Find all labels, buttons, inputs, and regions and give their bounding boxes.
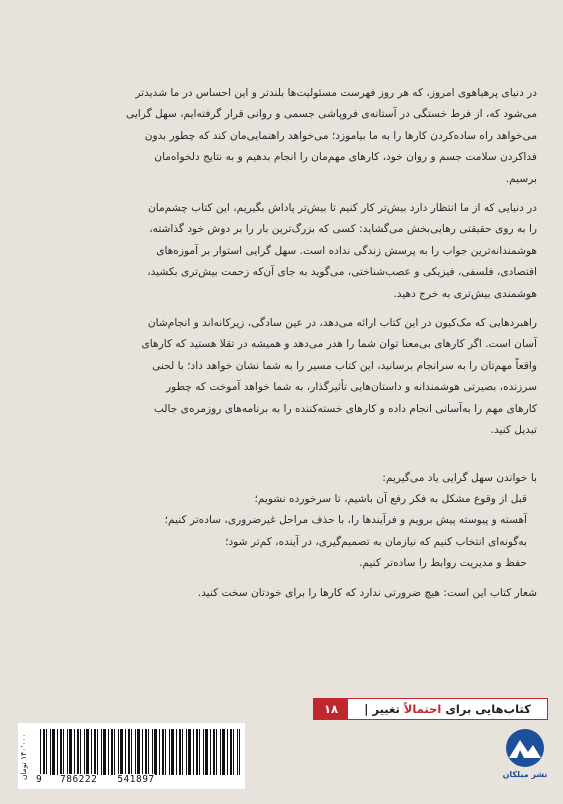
text-line: راهبردهایی که مک‌کیون در این کتاب ارائه می‌دهد، در عین سادگی، زیرکانه‌اند و انجام‌شان bbox=[147, 317, 537, 330]
series-prefix: کتاب‌هایی برای bbox=[445, 702, 531, 716]
publisher-name: نشر میلکان bbox=[502, 770, 548, 779]
mountains-icon bbox=[503, 728, 547, 768]
text-line: فداکردن سلامت جسم و روان خود، کارهای مهم‌مان را انجام بدهیم و به نتایج دلخواه‌مان bbox=[154, 151, 537, 164]
isbn-digits bbox=[36, 774, 242, 785]
text-line: سرزنده، بصیرتی هوشمندانه و داستان‌هایی تأثیرگذار، به شما خواهد آموخت که چطور bbox=[166, 381, 537, 394]
publisher-logo bbox=[500, 728, 550, 786]
text-line: اقتصادی، فلسفی، فیزیکی و عصب‌شناختی، می‌گوید به جای آن‌که زحمت بیش‌تری بکشید، bbox=[147, 266, 537, 279]
text-line: را به روی حقیقتی رهایی‌بخش می‌گشاید: کسی که بزرگ‌ترین بار را بر دوش خود گذاشته، bbox=[149, 223, 537, 236]
isbn-group-2: 541897 bbox=[117, 774, 155, 785]
list-item: به‌گونه‌ای انتخاب کنیم که نیازمان به تصمیم‌گیری، در آینده، کم‌تر شود؛ bbox=[225, 535, 527, 548]
barcode-bars bbox=[40, 729, 240, 775]
list-item: قبل از وقوع مشکل به فکر رفع آن باشیم، تا سرخورده نشویم؛ bbox=[254, 492, 527, 505]
blurb-text bbox=[36, 83, 537, 604]
paragraph-2 bbox=[36, 198, 537, 305]
isbn-group-1: 786222 bbox=[60, 774, 98, 785]
series-title bbox=[348, 699, 547, 719]
series-accent: احتمالاً bbox=[403, 702, 442, 716]
text-line: برسیم. bbox=[505, 172, 537, 185]
price-label: ۱۴۰٬۰۰۰ تومان bbox=[19, 733, 28, 781]
text-line: کارهای مهم را به‌آسانی انجام داده و کارهای خسته‌کننده را به برنامه‌های روزمره‌ی جالب bbox=[153, 402, 537, 415]
text-line: هوشمندانه‌ترین جواب را به پرسش زندگی نداده است. سهل گرایی استوار بر آموزه‌های bbox=[156, 244, 537, 257]
motto-line: شعار کتاب این است: هیچ ضرورتی ندارد که کارها را برای خودتان سخت کنید. bbox=[197, 586, 537, 599]
isbn-lead-digit: 9 bbox=[36, 774, 50, 785]
list-item: حفظ و مدیریت روابط را ساده‌تر کنیم. bbox=[359, 557, 527, 570]
text-line: آسان است. اگر کارهای بی‌معنا توان شما را هدر می‌دهد و همیشه در تقلا هستید که کارهای bbox=[141, 338, 537, 351]
text-line: می‌شود که، از فرط خستگی در آستانه‌ی فروپاشی جسمی و روانی قرار گرفته‌ایم، سهل گرایی bbox=[126, 108, 537, 121]
text-line: در دنیای پرهیاهوی امروز، که هر روز فهرست مسئولیت‌ها بلندتر و این احساس در ما شدیدتر bbox=[135, 87, 537, 99]
text-line: هوشمندی بیش‌تری به خرج دهید. bbox=[393, 287, 537, 300]
text-line: واقعاً مهم‌تان را به سرانجام برسانید، این کتاب مسیر را به شما نشان خواهد داد؛ با لحنی bbox=[152, 359, 537, 372]
paragraph-1 bbox=[36, 83, 537, 190]
text-line: تبدیل کنید. bbox=[490, 424, 537, 437]
list-item: آهسته و پیوسته پیش برویم و فرآیندها را، با حذف مراحل غیرضروری، ساده‌تر کنیم؛ bbox=[164, 514, 527, 527]
series-separator: | bbox=[364, 702, 369, 716]
series-badge bbox=[313, 698, 548, 720]
list-intro: با خواندن سهل گرایی یاد می‌گیریم: bbox=[382, 471, 537, 484]
isbn-barcode bbox=[18, 723, 245, 789]
series-suffix: تغییر bbox=[372, 702, 400, 716]
learning-list bbox=[36, 468, 537, 575]
paragraph-3 bbox=[36, 313, 537, 441]
series-number: ۱۸ bbox=[314, 699, 348, 719]
text-line: می‌خواهد راه ساده‌کردن کارها را به ما بیاموزد؛ می‌خواهد راهنمایی‌مان کند که چطور بدون bbox=[144, 129, 537, 142]
text-line: در دنیایی که از ما انتظار دارد بیش‌تر کار کنیم تا بیش‌تر پاداش بگیریم، این کتاب چشم‌مان bbox=[148, 202, 537, 215]
